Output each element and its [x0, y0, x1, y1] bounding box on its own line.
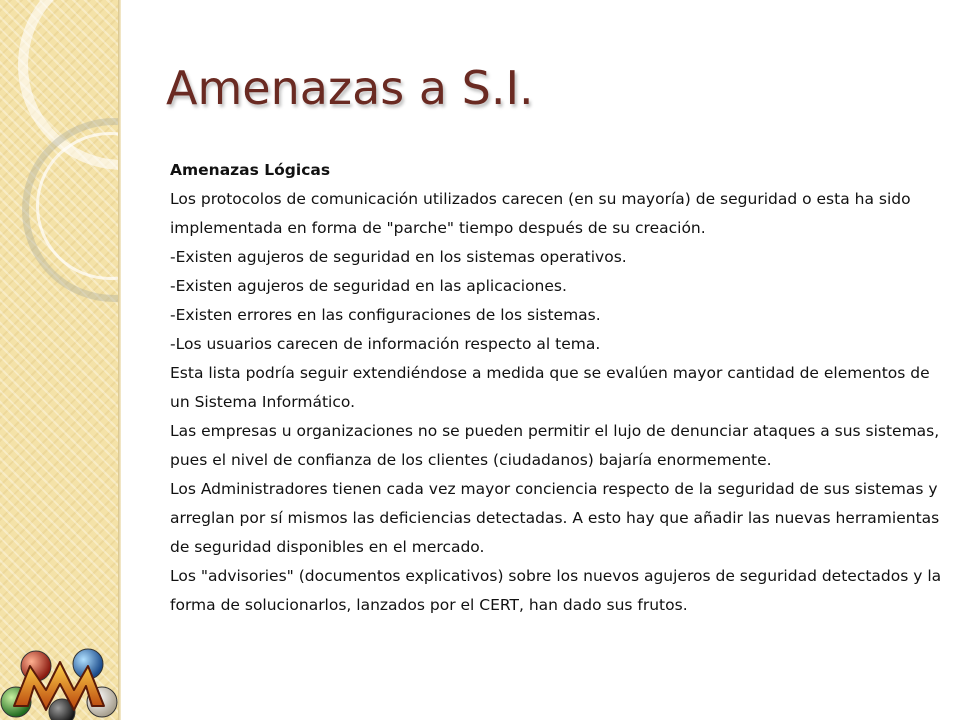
body-paragraph: Los Administradores tienen cada vez mayor conciencia respecto de la seguridad de sus sistemas y arreglan por sí mismos las deficiencias detectadas. A esto hay que añadir las nuevas herramientas de seguridad disponibles en el mercado.	[170, 480, 940, 556]
bullet-line: -Existen errores en las configuraciones de los sistemas.	[170, 306, 601, 324]
bullet-line: -Los usuarios carecen de información respecto al tema.	[170, 335, 601, 353]
section-heading: Amenazas Lógicas	[170, 161, 331, 179]
decorative-sidebar	[0, 0, 118, 720]
sidebar-divider	[118, 0, 121, 720]
body-paragraph: Las empresas u organizaciones no se pueden permitir el lujo de denunciar ataques a sus sistemas, pues el nivel de confianza de los clientes (ciudadanos) bajaría enormemente.	[170, 422, 940, 469]
body-paragraph: Esta lista podría seguir extendiéndose a medida que se evalúen mayor cantidad de elementos de un Sistema Informático.	[170, 364, 930, 411]
bullet-line: -Existen agujeros de seguridad en los sistemas operativos.	[170, 248, 627, 266]
body-paragraph: Los protocolos de comunicación utilizados carecen (en su mayoría) de seguridad o esta ha sido implementada en forma de "parche" tiempo después de su creación.	[170, 190, 911, 237]
bullet-line: -Existen agujeros de seguridad en las aplicaciones.	[170, 277, 567, 295]
slide-body	[170, 156, 945, 620]
slide-title: Amenazas a S.I.	[166, 61, 534, 115]
body-paragraph: Los "advisories" (documentos explicativos) sobre los nuevos agujeros de seguridad detectados y la forma de solucionarlos, lanzados por el CERT, han dado sus frutos.	[170, 567, 942, 614]
magic-m-emblem-icon	[0, 640, 118, 720]
